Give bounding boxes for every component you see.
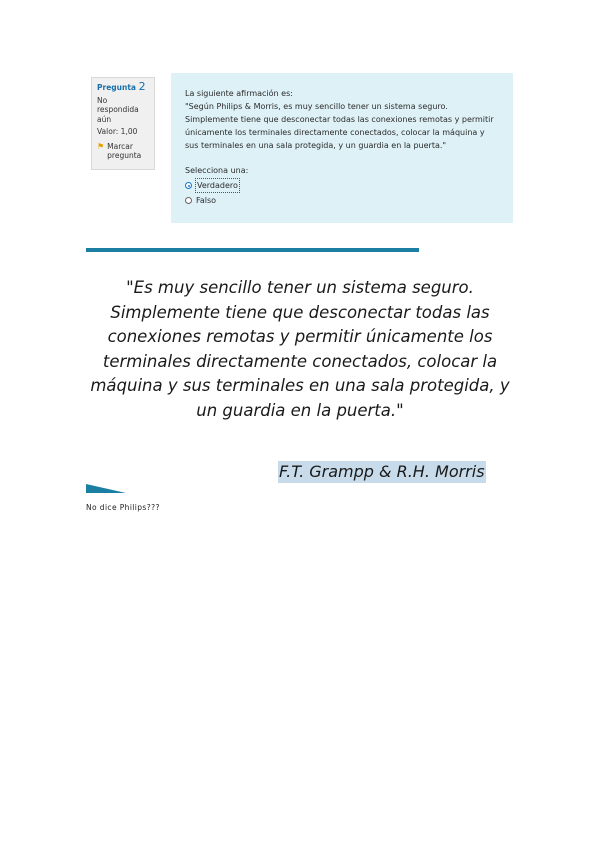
option-falso[interactable] [185, 194, 499, 207]
option-verdadero-label[interactable]: Verdadero [197, 181, 238, 190]
question-status: No respondida aún [97, 95, 139, 124]
question-value: Valor: 1,00 [97, 127, 138, 136]
flag-question-button[interactable] [97, 142, 149, 161]
question-label: Pregunta [97, 83, 136, 92]
radio-verdadero[interactable] [185, 182, 192, 189]
quote-text: "Es muy sencillo tener un sistema seguro. Simplemente tiene que desconectar todas las conexiones remotas y permitir únicamente los terminales directamente conectados, colocar la máquina y sus terminales en una sala protegida, y un guardia en la puerta." [90, 278, 510, 420]
handwritten-note: No dice Philips??? [86, 503, 160, 512]
flag-question-label: Marcar pregunta [107, 141, 142, 160]
question-number [97, 82, 149, 93]
radio-falso[interactable] [185, 197, 192, 204]
select-prompt: Selecciona una: [185, 166, 249, 175]
question-intro: La siguiente afirmación es: [185, 89, 293, 98]
option-verdadero[interactable] [185, 179, 499, 192]
decorative-wedge [86, 484, 126, 493]
question-content [171, 73, 513, 223]
question-statement: "Según Philips & Morris, es muy sencillo tener un sistema seguro. Simplemente tiene que desconectar todas las conexiones remotas y permitir únicamente los terminales directamente conectados, colocar la máquina y sus terminales en una sala protegida, y un guardia en la puerta." [185, 102, 494, 150]
question-number-value: 2 [138, 80, 146, 93]
section-divider [86, 248, 419, 252]
flag-icon: ⚑ [97, 141, 105, 151]
question-info-panel [91, 77, 155, 170]
option-falso-label[interactable]: Falso [196, 196, 217, 205]
quote-author: F.T. Grampp & R.H. Morris [279, 462, 485, 481]
